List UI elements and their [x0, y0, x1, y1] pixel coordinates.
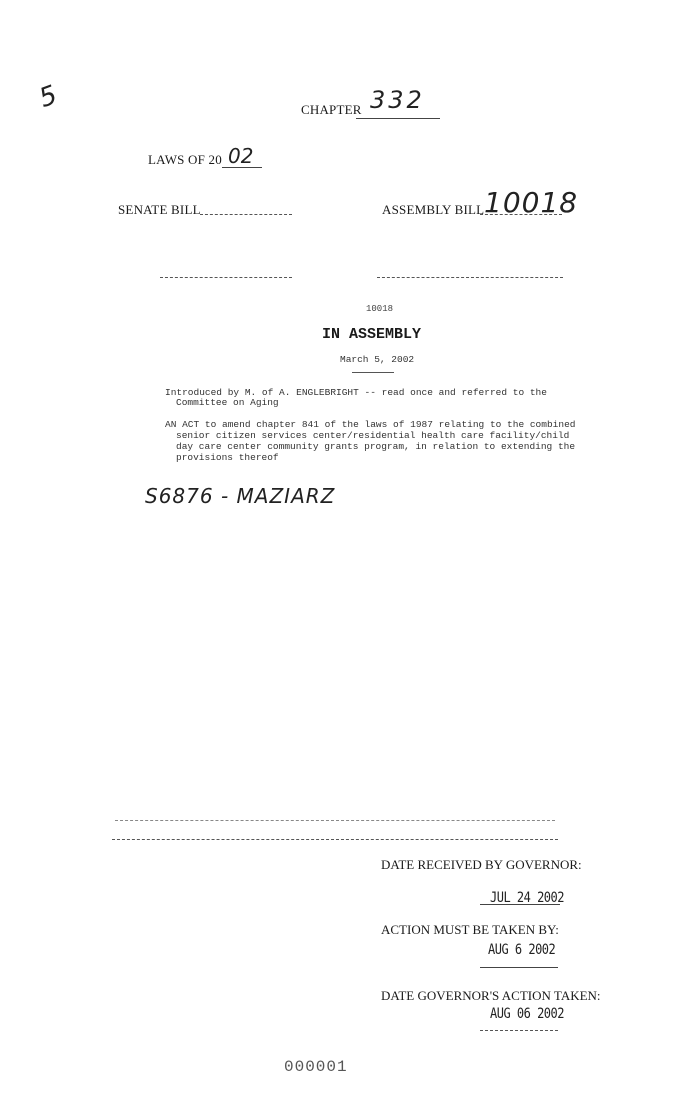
act-line-2: senior citizen services center/residential health care facility/child	[176, 430, 570, 441]
laws-label: LAWS OF 20	[148, 152, 222, 167]
page-number: 000001	[284, 1058, 348, 1076]
laws-underline	[222, 167, 262, 168]
act-line-1: AN ACT to amend chapter 841 of the laws of 1987 relating to the combined	[165, 419, 576, 430]
date-received-stamp: JUL 24 2002	[490, 888, 564, 906]
action-taken-underline	[480, 1030, 558, 1031]
assembly-bill-label: ASSEMBLY BILL	[382, 202, 485, 217]
act-line-3: day care center community grants program, in relation to extending the	[176, 441, 576, 452]
chapter-label: CHAPTER	[301, 102, 362, 117]
blank-line-left	[160, 277, 292, 278]
blank-line-right	[377, 277, 563, 278]
introduced-line-2: Committee on Aging	[176, 397, 279, 408]
date-received-label: DATE RECEIVED BY GOVERNOR:	[381, 857, 582, 872]
action-must-underline	[480, 967, 558, 968]
page-heading: IN ASSEMBLY	[322, 326, 422, 343]
senate-bill-label: SENATE BILL	[118, 202, 201, 217]
senate-bill-line	[200, 214, 292, 215]
act-line-4: provisions thereof	[176, 452, 279, 463]
rule-upper	[115, 820, 555, 821]
senate-bill-note: S6876 - MAZIARZ	[145, 484, 336, 508]
rule-lower	[112, 839, 558, 840]
introduced-line-1: Introduced by M. of A. ENGLEBRIGHT -- read once and referred to the	[165, 387, 547, 398]
corner-mark: 5	[35, 80, 62, 114]
action-taken-label: DATE GOVERNOR'S ACTION TAKEN:	[381, 988, 601, 1003]
assembly-bill-line	[480, 214, 562, 215]
chapter-underline	[356, 118, 440, 119]
date-underline	[352, 372, 394, 373]
action-must-label: ACTION MUST BE TAKEN BY:	[381, 922, 559, 937]
assembly-bill-number: 10018	[484, 186, 579, 219]
action-taken-stamp: AUG 06 2002	[490, 1004, 564, 1022]
laws-year: 02	[228, 144, 254, 168]
chapter-number: 332	[370, 86, 425, 114]
bill-number-small: 10018	[366, 304, 394, 314]
date-received-underline	[480, 904, 560, 905]
action-must-stamp: AUG 6 2002	[488, 940, 556, 958]
date-introduced: March 5, 2002	[340, 354, 415, 365]
